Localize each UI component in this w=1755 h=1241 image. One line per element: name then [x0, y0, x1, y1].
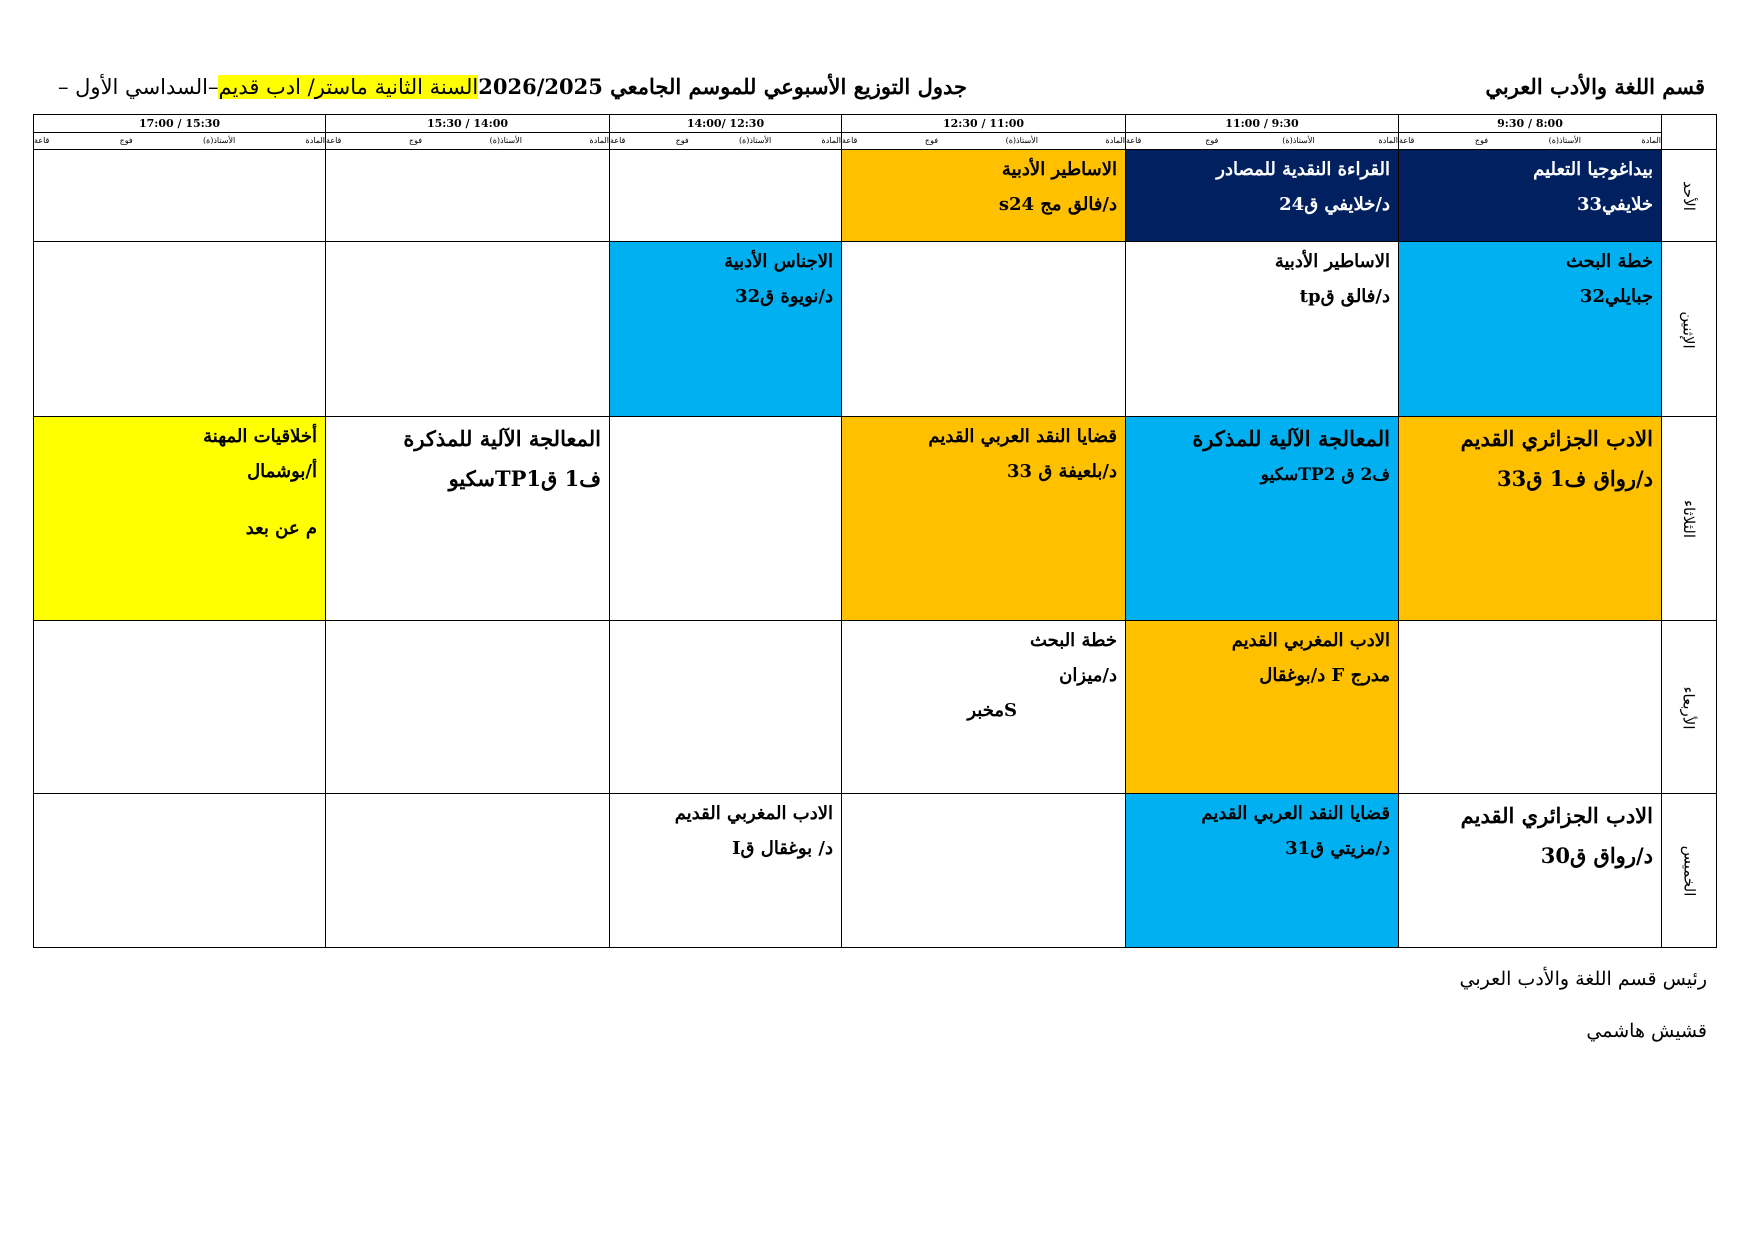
day-row-monday: [34, 242, 1717, 417]
empty-cell: [610, 621, 842, 794]
time-slot: 12:30 /14:00: [610, 115, 842, 133]
empty-cell: [34, 150, 326, 242]
empty-cell: [842, 794, 1126, 948]
day-row-wednesday: [34, 621, 1717, 794]
empty-cell: [34, 242, 326, 417]
empty-cell: [326, 794, 610, 948]
footer-role: رئيس قسم اللغة والأدب العربي: [1459, 968, 1707, 990]
class-cell: القراءة النقدية للمصادر د/خلايفي ق24: [1126, 150, 1399, 242]
class-cell: أخلاقيات المهنة أ/بوشمال م عن بعد: [34, 417, 326, 621]
day-label: الثلاثاء: [1662, 417, 1717, 621]
day-label: الأحد: [1662, 150, 1717, 242]
title-main: جدول التوزيع الأسبوعي للموسم الجامعي 2026/2025: [478, 74, 967, 99]
class-cell: الادب الجزائري القديم د/رواق ق30: [1399, 794, 1662, 948]
empty-cell: [1399, 621, 1662, 794]
empty-cell: [326, 621, 610, 794]
empty-cell: [610, 417, 842, 621]
department-name: قسم اللغة والأدب العربي: [1485, 74, 1705, 99]
sub-column-header: المادة الأستاذ(ة) فوج قاعة: [610, 133, 842, 150]
class-cell: المعالجة الآلية للمذكرة ف2 ق TP2سكيو: [1126, 417, 1399, 621]
weekly-schedule-table: [33, 114, 1717, 948]
class-cell: قضايا النقد العربي القديم د/مزيتي ق31: [1126, 794, 1399, 948]
day-label: الخميس: [1662, 794, 1717, 948]
day-label: الإثنين: [1662, 242, 1717, 417]
footer-name: قشيش هاشمي: [1586, 1020, 1707, 1042]
class-cell: بيداغوجيا التعليم خلايفي33: [1399, 150, 1662, 242]
time-slot: 14:00 / 15:30: [326, 115, 610, 133]
empty-cell: [326, 150, 610, 242]
class-cell: قضايا النقد العربي القديم د/بلعيفة ق 33: [842, 417, 1126, 621]
sub-column-header: المادة الأستاذ(ة) فوج قاعة: [326, 133, 610, 150]
class-cell: خطة البحث جبايلي32: [1399, 242, 1662, 417]
title-suffix: –السداسي الأول –: [58, 75, 219, 99]
day-row-tuesday: [34, 417, 1717, 621]
class-cell: المعالجة الآلية للمذكرة ف1 قTP1سكيو: [326, 417, 610, 621]
class-cell: الادب المغربي القديم د/ بوغقال قI: [610, 794, 842, 948]
document-title: [58, 74, 967, 99]
class-cell: الادب الجزائري القديم د/رواق ف1 ق33: [1399, 417, 1662, 621]
sub-column-header: المادة الأستاذ(ة) فوج قاعة: [842, 133, 1126, 150]
class-cell: الاساطير الأدبية د/فالق مج s24: [842, 150, 1126, 242]
empty-cell: [34, 621, 326, 794]
empty-cell: [326, 242, 610, 417]
sub-column-header: المادة الأستاذ(ة) فوج قاعة: [1126, 133, 1399, 150]
empty-cell: [842, 242, 1126, 417]
day-row-thursday: [34, 794, 1717, 948]
day-row-sunday: [34, 150, 1717, 242]
empty-cell: [34, 794, 326, 948]
time-slot: 11:00 / 12:30: [842, 115, 1126, 133]
time-slot: 8:00 / 9:30: [1399, 115, 1662, 133]
empty-cell: [610, 150, 842, 242]
class-cell: الاساطير الأدبية د/فالق قtp: [1126, 242, 1399, 417]
day-label: الأربعاء: [1662, 621, 1717, 794]
title-highlight: السنة الثانية ماستر/ ادب قديم: [218, 75, 479, 99]
class-cell: الاجناس الأدبية د/نويوة ق32: [610, 242, 842, 417]
sub-column-header: المادة الأستاذ(ة) فوج قاعة: [34, 133, 326, 150]
sub-column-header-row: [34, 133, 1717, 150]
time-slot: 15:30 / 17:00: [34, 115, 326, 133]
time-slot-header-row: [34, 115, 1717, 133]
class-cell: خطة البحث د/ميزان Sمخبر: [842, 621, 1126, 794]
sub-column-header: المادة الأستاذ(ة) فوج قاعة: [1399, 133, 1662, 150]
time-slot: 9:30 / 11:00: [1126, 115, 1399, 133]
class-cell: الادب المغربي القديم مدرج F د/بوغقال: [1126, 621, 1399, 794]
corner-cell: [1662, 115, 1717, 150]
